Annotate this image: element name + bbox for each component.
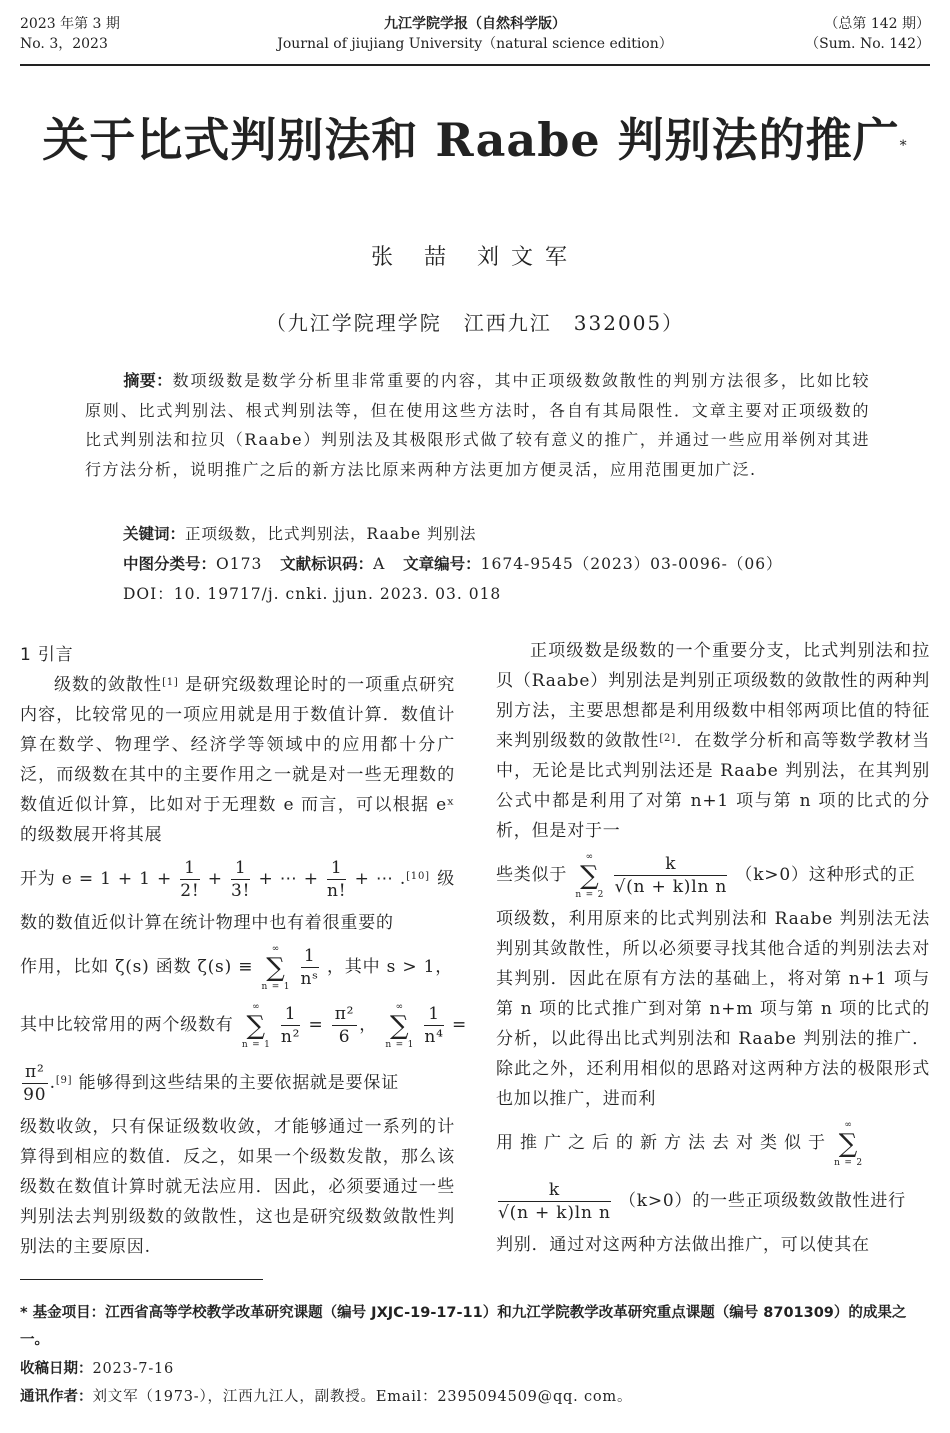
fund-footnote	[20, 1300, 932, 1354]
denominator: √(n + k)ln n	[498, 1203, 611, 1223]
paragraph: 级数收敛，只有保证级数收敛，才能够通过一系列的计算得到相应的数值．反之，如果一个级数发散，那么该级数在数值计算时就无法应用．因此，必须要通过一些判别法去判别级数的敛散性，这也是研究级数敛散性判别法的主要原因.	[20, 1117, 455, 1257]
formula-line-apply	[496, 1114, 930, 1172]
header-rule	[20, 64, 930, 66]
corresponding-author	[20, 1384, 932, 1411]
citation[interactable]: [10]	[406, 871, 430, 882]
formula-text: 级	[437, 869, 455, 889]
affiliation: （九江学院理学院 江西九江 332005）	[265, 311, 685, 335]
paragraph	[20, 670, 455, 850]
denominator: √(n + k)ln n	[614, 877, 728, 897]
formula-text: ，	[359, 1015, 378, 1035]
sigma-icon: ∑	[390, 1010, 410, 1041]
paragraph: 数的数值近似计算在统计物理中也有着很重要的	[20, 913, 394, 933]
formula-text: 开为 e = 1 + 1 +	[20, 869, 173, 889]
formula-text: 用 推 广 之 后 的 新 方 法 去 对 类 似 于	[496, 1133, 826, 1153]
denominator: 2!	[180, 881, 200, 901]
fraction	[498, 1179, 611, 1224]
left-column	[20, 640, 467, 1262]
paragraph: 判别．通过对这两种方法做出推广，可以使其在	[496, 1235, 870, 1255]
formula-line-zeta	[20, 938, 455, 996]
sigma-icon: ∑	[838, 1128, 859, 1159]
fund-text: 江西省高等学校教学改革研究课题（编号 JXJC-19-17-11）和九江学院教学改革研究重点课题（编号 8701309）的成果之一。	[20, 1305, 907, 1348]
numerator: k	[498, 1179, 611, 1202]
received-date	[20, 1356, 932, 1383]
corresponding-value: 刘文军（1973-），江西九江人，副教授。Email：2395094509@qq. com。	[92, 1389, 633, 1405]
keywords-text: 正项级数，比式判别法，Raabe 判别法	[185, 525, 477, 543]
formula-text: 其中比较常用的两个级数有	[20, 1015, 234, 1035]
formula-text: ，其中 s > 1，	[327, 957, 453, 977]
doi-value: 10. 19717/j. cnki. jjun. 2023. 03. 018	[173, 585, 502, 603]
numerator: π²	[22, 1061, 48, 1084]
keywords-label: 关键词：	[123, 525, 186, 543]
paragraph	[496, 636, 930, 846]
sum-lower: n = 2	[834, 1157, 863, 1168]
formula-text: （k>0）这种形式的正	[735, 865, 916, 885]
formula-line-e	[20, 850, 455, 908]
sum-upper: ∞	[585, 851, 594, 862]
journal-sum-number	[805, 14, 930, 54]
citation[interactable]: [9]	[55, 1075, 73, 1086]
fraction	[180, 857, 199, 902]
received-label: 收稿日期：	[20, 1361, 93, 1377]
paragraph: 项级数，利用原来的比式判别法和 Raabe 判别法无法判别其敛散性，所以必须要寻找其他合适的判别法去对其判别．因此在原有方法的基础上，将对第 n+1 项与第 n 项的比式推广到对第 n+m 项与第 n 项的比式的分析，以此得出比式判别法和 Raabe 判别法的推广．除此之外，还利用相似的思路对这两种方法的极限形式也加以推广，进而利	[496, 909, 930, 1109]
formula-text: （k>0）的一些正项级数敛散性进行	[618, 1191, 906, 1211]
footnote-rule	[20, 1279, 263, 1280]
journal-name-en: Journal of jiujiang University（natural science edition）	[277, 36, 673, 52]
sum-cn: （总第 142 期）	[824, 16, 930, 32]
sum-symbol	[834, 1119, 863, 1169]
sum-upper: ∞	[271, 943, 281, 954]
citation[interactable]: [1]	[162, 677, 179, 688]
sum-en: （Sum. No. 142）	[805, 36, 930, 52]
formula-line-frac	[496, 1172, 930, 1230]
numerator: 1	[424, 1003, 443, 1026]
fraction	[614, 853, 727, 898]
section-heading: 1 引言	[20, 645, 74, 665]
formula-line-pi	[20, 1054, 455, 1112]
fraction	[231, 857, 250, 902]
numerator: 1	[231, 857, 250, 880]
abstract-text: 数项级数是数学分析里非常重要的内容，其中正项级数敛散性的判别方法很多，比如比较原则、比式判别法、根式判别法等，但在使用这些方法时，各自有其局限性．文章主要对正项级数的比式判别法和拉贝（Raabe）判别法及其极限形式做了较有意义的推广，并通过一些应用举例对其进行方法分析，说明推广之后的新方法比原来两种方法更加方便灵活，应用范围更加广泛.	[85, 371, 870, 479]
clc-label: 中图分类号：	[123, 555, 217, 573]
formula-line-series	[20, 996, 467, 1054]
abstract	[85, 366, 870, 484]
doc-code-value: A	[373, 555, 386, 573]
paper-title	[0, 108, 950, 172]
formula-text: .	[49, 1073, 56, 1093]
fraction	[327, 857, 346, 902]
citation[interactable]: [2]	[659, 733, 676, 744]
paper-title-text: 关于比式判别法和 Raabe 判别法的推广	[42, 113, 900, 167]
sum-lower: n = 1	[385, 1039, 415, 1050]
formula-text: =	[451, 1015, 467, 1035]
numerator: 1	[301, 945, 319, 968]
sum-lower: n = 1	[241, 1039, 271, 1050]
text-run: 级数的敛散性	[54, 675, 163, 695]
sum-symbol	[575, 851, 604, 901]
formula-text: 能够得到这些结果的主要依据就是要保证	[78, 1073, 400, 1093]
sum-upper: ∞	[844, 1119, 853, 1130]
title-footnote-mark: *	[899, 138, 908, 154]
denominator: n⁴	[424, 1027, 444, 1047]
issue-en: No. 3，2023	[20, 36, 108, 52]
formula-text: +	[207, 869, 223, 889]
text-run: 是研究级数理论时的一项重点研究内容，比较常见的一项应用就是用于数值计算．数值计算在数学、物理学、经济学等领域中的应用都十分广泛，而级数在其中的主要作用之一就是对一些无理数的数值近似计算，比如对于无理数 e 而言，可以根据 eˣ 的级数展开将其展	[20, 675, 455, 845]
formula-text: + ⋯ .	[354, 869, 407, 889]
sum-symbol	[385, 1001, 414, 1051]
fraction	[301, 945, 319, 990]
denominator: 6	[338, 1027, 351, 1047]
text-run: ．在数学分析和高等数学教材当中，无论是比式判别法还是 Raabe 判别法，在其判别公式中都是利用了对第 n+1 项与第 n 项的比式的分析，但是对于一	[496, 731, 931, 841]
journal-name	[200, 14, 750, 54]
article-no-label: 文章编号：	[403, 555, 481, 573]
keywords	[123, 519, 477, 549]
numerator: π²	[332, 1003, 358, 1026]
sigma-icon: ∑	[266, 952, 286, 983]
sum-symbol	[242, 1001, 271, 1051]
doc-code-label: 文献标识码：	[280, 555, 374, 573]
formula-line-series-k	[496, 846, 930, 904]
numerator: 1	[327, 857, 346, 880]
doi-label: DOI：	[123, 585, 174, 603]
sum-symbol	[261, 943, 290, 993]
fraction	[281, 1003, 300, 1048]
clc-value: O173	[216, 555, 263, 573]
denominator: 90	[23, 1085, 47, 1105]
abstract-label: 摘要：	[123, 371, 173, 390]
sum-upper: ∞	[395, 1001, 404, 1012]
sigma-icon: ∑	[580, 860, 600, 891]
fraction	[424, 1003, 443, 1048]
numerator: 1	[180, 857, 199, 880]
formula-text: =	[308, 1015, 324, 1035]
fraction	[332, 1003, 358, 1048]
sum-upper: ∞	[252, 1001, 261, 1012]
classification	[123, 549, 783, 579]
text-run: 正项级数是级数的一个重要分支，比式判别法和拉贝（Raabe）判别法是判别正项级数的敛散性的两种判别方法，主要思想都是利用级数中相邻两项比值的特征来判别级数的敛散性	[496, 641, 930, 751]
denominator: n²	[280, 1027, 301, 1047]
denominator: n!	[327, 881, 347, 901]
sigma-icon: ∑	[246, 1010, 266, 1041]
denominator: nˢ	[300, 969, 319, 989]
received-value: 2023-7-16	[92, 1361, 175, 1377]
journal-issue-cn-en	[20, 14, 120, 54]
fund-label: * 基金项目：	[20, 1305, 106, 1321]
issue-cn: 2023 年第 3 期	[20, 16, 120, 32]
right-column	[496, 636, 930, 1260]
sum-lower: n = 2	[575, 889, 605, 900]
formula-text: + ⋯ +	[258, 869, 319, 889]
corresponding-label: 通讯作者：	[20, 1389, 93, 1405]
fraction	[22, 1061, 48, 1106]
formula-text: 作用，比如 ζ(s) 函数 ζ(s) ≡	[20, 957, 254, 977]
doi	[123, 579, 501, 609]
numerator: k	[614, 853, 727, 876]
sum-lower: n = 1	[261, 981, 291, 992]
authors: 张 喆 刘文军	[371, 245, 579, 270]
numerator: 1	[281, 1003, 300, 1026]
formula-text: 些类似于	[496, 865, 568, 885]
article-no-value: 1674-9545（2023）03-0096-（06）	[480, 555, 783, 573]
denominator: 3!	[231, 881, 251, 901]
journal-name-cn: 九江学院学报（自然科学版）	[384, 16, 566, 32]
